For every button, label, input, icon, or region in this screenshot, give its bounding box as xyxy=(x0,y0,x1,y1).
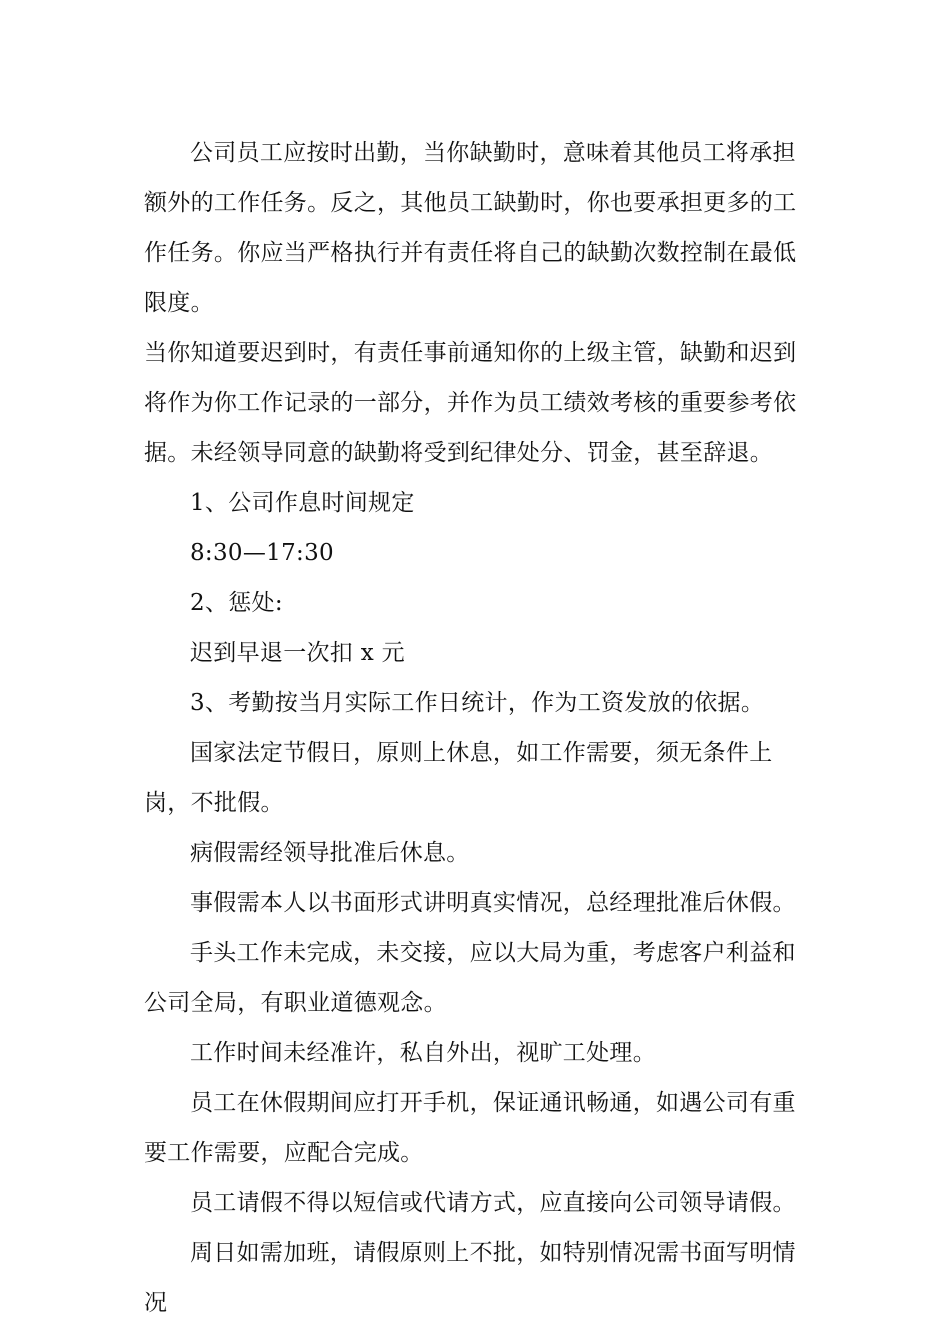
paragraph-penalty: 迟到早退一次扣 x 元 xyxy=(190,640,405,666)
paragraph-penalty-heading: 2、惩处: xyxy=(190,590,283,616)
paragraph-personal-leave: 事假需本人以书面形式讲明真实情况，总经理批准后休假。 xyxy=(190,890,796,916)
paragraph-work-hours-heading: 1、公司作息时间规定 xyxy=(190,490,415,516)
document-body xyxy=(144,128,810,1328)
paragraph-attendance-intro: 公司员工应按时出勤，当你缺勤时，意味着其他员工将承担额外的工作任务。反之，其他员工缺勤时，你也要承担更多的工作任务。你应当严格执行并有责任将自己的缺勤次数控制在最低限度。 xyxy=(144,140,797,316)
paragraph-sunday-overtime: 周日如需加班，请假原则上不批，如特别情况需书面写明情况 xyxy=(144,1240,796,1316)
paragraph-attendance-stats: 3、考勤按当月实际工作日统计，作为工资发放的依据。 xyxy=(190,690,765,716)
paragraph-work-hours: 8:30—17:30 xyxy=(190,540,334,566)
paragraph-late-notice: 当你知道要迟到时，有责任事前通知你的上级主管，缺勤和迟到将作为你工作记录的一部分，并作为员工绩效考核的重要参考依据。未经领导同意的缺勤将受到纪律处分、罚金，甚至辞退。 xyxy=(144,340,797,466)
paragraph-unauthorized-absence: 工作时间未经准许，私自外出，视旷工处理。 xyxy=(190,1040,656,1066)
paragraph-holidays: 国家法定节假日，原则上休息，如工作需要，须无条件上岗，不批假。 xyxy=(144,740,773,816)
paragraph-leave-request: 员工请假不得以短信或代请方式，应直接向公司领导请假。 xyxy=(190,1190,796,1216)
paragraph-handover: 手头工作未完成，未交接，应以大局为重，考虑客户利益和公司全局，有职业道德观念。 xyxy=(144,940,796,1016)
paragraph-sick-leave: 病假需经领导批准后休息。 xyxy=(190,840,470,866)
paragraph-phone-on-leave: 员工在休假期间应打开手机，保证通讯畅通，如遇公司有重要工作需要，应配合完成。 xyxy=(144,1090,796,1166)
